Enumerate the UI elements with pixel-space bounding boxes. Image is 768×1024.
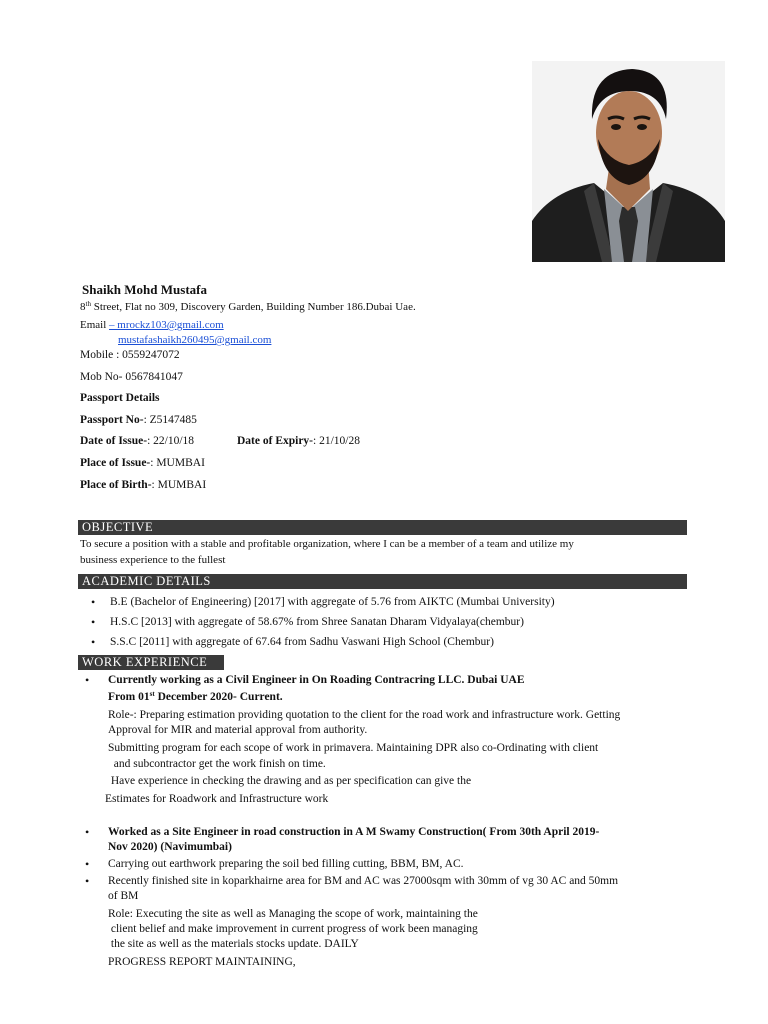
date-of-issue-label: Date of Issue- bbox=[80, 435, 148, 447]
mobile: Mobile : 0559247072 bbox=[80, 349, 180, 361]
profile-photo-drawing bbox=[532, 61, 725, 262]
objective-heading: OBJECTIVE bbox=[78, 520, 687, 535]
candidate-name: Shaikh Mohd Mustafa bbox=[82, 282, 207, 297]
address-rest: Street, Flat no 309, Discovery Garden, Building Number 186.Dubai Uae. bbox=[90, 301, 416, 313]
job2-title-line-2: Nov 2020) (Navimumbai) bbox=[108, 841, 232, 853]
address-number: 8 bbox=[80, 301, 86, 313]
objective-line-2: business experience to the fullest bbox=[80, 554, 226, 566]
academic-item: B.E (Bachelor of Engineering) [2017] with aggregate of 5.76 from AIKTC (Mumbai University) bbox=[110, 596, 555, 608]
job1-from bbox=[108, 690, 283, 704]
email-label: Email bbox=[80, 319, 110, 331]
job2-role-line: the site as well as the materials stocks update. DAILY bbox=[108, 938, 359, 950]
job2-bullet-continued: of BM bbox=[108, 890, 139, 902]
passport-heading: Passport Details bbox=[80, 392, 160, 404]
bullet-icon: • bbox=[91, 615, 96, 629]
job2-role-line: PROGRESS REPORT MAINTAINING, bbox=[108, 956, 296, 968]
place-of-issue bbox=[80, 456, 205, 470]
job2-title-line-1: Worked as a Site Engineer in road construction in A M Swamy Construction( From 30th April 2019- bbox=[108, 826, 600, 838]
passport-number-value: : Z5147485 bbox=[143, 414, 197, 426]
bullet-icon: • bbox=[91, 595, 96, 609]
job1-line: Estimates for Roadwork and Infrastructure work bbox=[105, 793, 329, 805]
job1-from-pre: From 01 bbox=[108, 691, 150, 703]
bullet-icon: • bbox=[85, 857, 90, 871]
job2-role-line: Role: Executing the site as well as Managing the scope of work, maintaining the bbox=[108, 908, 478, 920]
job1-line: Approval for MIR and material approval from authority. bbox=[108, 724, 368, 736]
address-suffix: th bbox=[85, 300, 91, 308]
work-heading: WORK EXPERIENCE bbox=[78, 655, 224, 670]
date-of-issue-value: : 22/10/18 bbox=[147, 435, 195, 447]
place-of-birth-value: : MUMBAI bbox=[151, 479, 207, 491]
objective-line-1: To secure a position with a stable and profitable organization, where I can be a member of a team and utilize my bbox=[80, 538, 574, 550]
bullet-icon: • bbox=[91, 635, 96, 649]
email-link-primary[interactable]: – mrockz103@gmail.com bbox=[109, 319, 224, 331]
place-of-issue-label: Place of Issue- bbox=[80, 457, 151, 469]
place-of-birth-label: Place of Birth- bbox=[80, 479, 152, 491]
place-of-issue-value: : MUMBAI bbox=[150, 457, 205, 469]
place-of-birth bbox=[80, 478, 206, 492]
academic-heading: ACADEMIC DETAILS bbox=[78, 574, 687, 589]
job2-role-line: client belief and make improvement in current progress of work been managing bbox=[108, 923, 478, 935]
profile-photo bbox=[532, 61, 725, 262]
job2-bullet: Carrying out earthwork preparing the soil bed filling cutting, BBM, BM, AC. bbox=[108, 858, 464, 870]
academic-item: S.S.C [2011] with aggregate of 67.64 from Sadhu Vaswani High School (Chembur) bbox=[110, 636, 494, 648]
date-of-expiry-value: : 21/10/28 bbox=[313, 435, 360, 447]
date-of-expiry-label: Date of Expiry- bbox=[237, 435, 314, 447]
job1-title: Currently working as a Civil Engineer in On Roading Contracring LLC. Dubai UAE bbox=[108, 674, 525, 686]
bullet-icon: • bbox=[85, 825, 90, 839]
job1-line: Role-: Preparing estimation providing quotation to the client for the road work and infrastructure work. Getting bbox=[108, 709, 621, 721]
bullet-icon: • bbox=[85, 673, 90, 687]
passport-number bbox=[80, 413, 197, 427]
date-of-issue bbox=[80, 434, 194, 448]
job1-line: Have experience in checking the drawing and as per specification can give the bbox=[108, 775, 472, 787]
job2-bullet: Recently finished site in koparkhairne area for BM and AC was 27000sqm with 30mm of vg 30 AC and 50mm bbox=[108, 875, 619, 887]
bullet-icon: • bbox=[85, 874, 90, 888]
job1-line: and subcontractor get the work finish on time. bbox=[108, 758, 326, 770]
address bbox=[80, 300, 416, 314]
job1-from-post: December 2020- Current. bbox=[154, 691, 283, 703]
academic-item: H.S.C [2013] with aggregate of 58.67% from Shree Sanatan Dharam Vidyalaya(chembur) bbox=[110, 616, 524, 628]
email-link-secondary[interactable]: mustafashaikh260495@gmail.com bbox=[118, 334, 272, 346]
email-row bbox=[80, 318, 224, 332]
mob-no: Mob No- 0567841047 bbox=[80, 371, 183, 383]
job1-line: Submitting program for each scope of work in primavera. Maintaining DPR also co-Ordinating with client bbox=[108, 742, 599, 754]
date-of-expiry bbox=[237, 434, 360, 448]
job1-from-sup: st bbox=[149, 690, 155, 698]
email-row-secondary bbox=[80, 333, 271, 347]
passport-number-label: Passport No- bbox=[80, 414, 144, 426]
